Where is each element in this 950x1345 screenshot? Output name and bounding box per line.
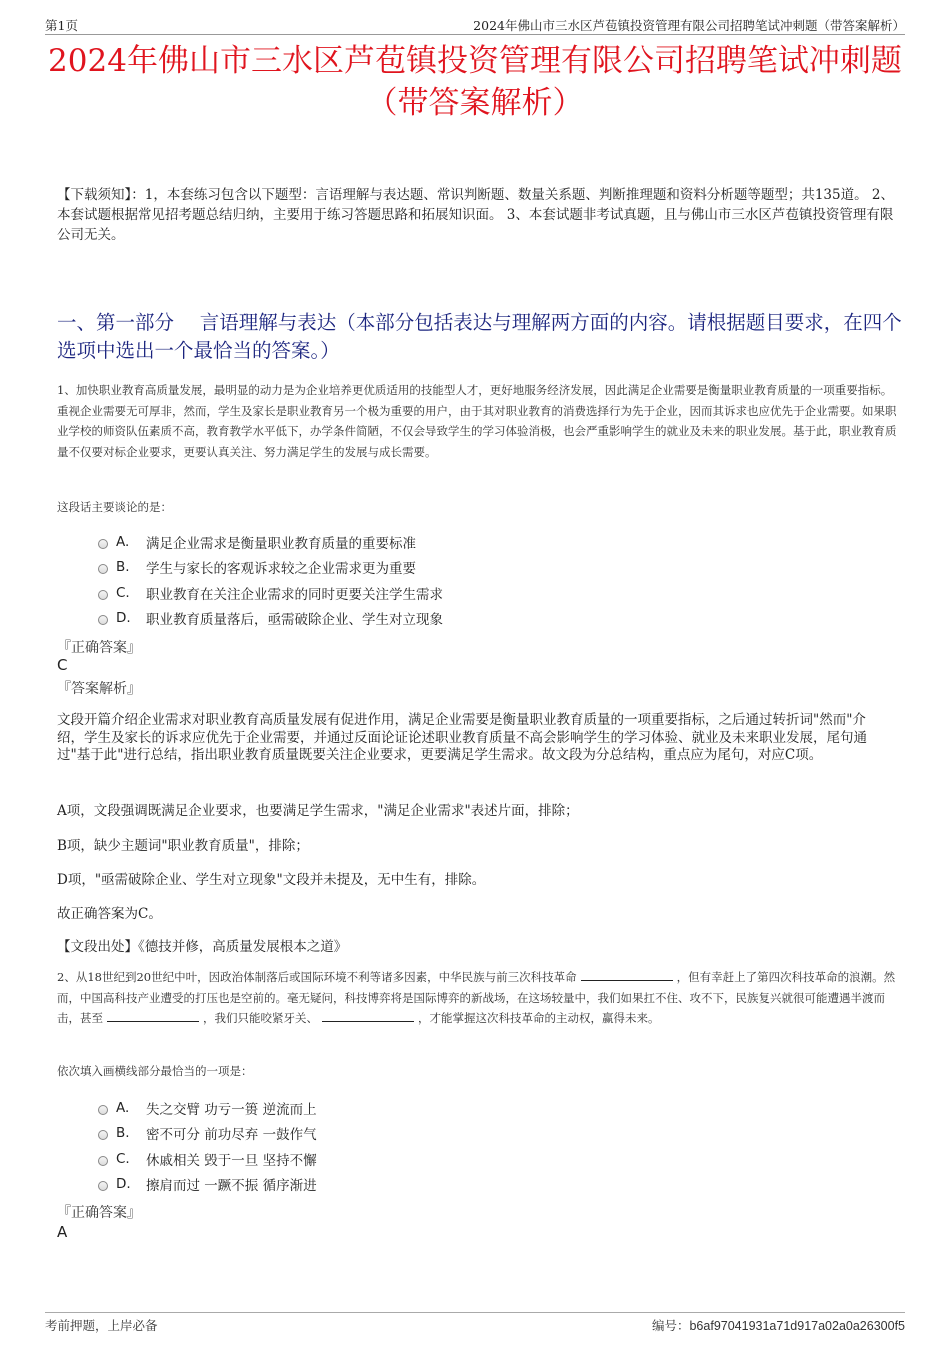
option-letter: D. (116, 1176, 131, 1193)
question-2-options (98, 1095, 317, 1197)
radio-icon[interactable] (98, 539, 108, 549)
option-d[interactable] (98, 1172, 317, 1198)
option-c[interactable] (98, 580, 443, 606)
radio-icon[interactable] (98, 1130, 108, 1140)
page-footer (45, 1312, 905, 1333)
option-a[interactable] (98, 529, 443, 555)
document-title (40, 40, 910, 124)
q2-text-part: ，我们只能咬紧牙关、 (203, 1011, 318, 1025)
analysis-text: 文段开篇介绍企业需求对职业教育高质量发展有促进作用，满足企业需要是衡量职业教育质量的一项重要指标，之后通过转折词"然而"介绍，学生及家长的诉求应优先于企业需要，并通过反面论证论述职业教育质量不高会影响学生的学习体验、就业及未来职业发展，尾句通过"基于此"进行总结，指出职业教育质量既要关注企业要求，更要满足学生需求。故文段为分总结构，重点应为尾句，对应C项。 (57, 712, 867, 763)
q2-text-part: ，但有幸赶上了第四次科技革命的浪潮。然而，中国高科技产业遭受的打压也是空前的。毫无疑问，科技博弈将是国际博弈的新战场，在这场较量中，我们如果扛不住、攻不下，民族复兴就很可能遭遇半渡而击，甚至 (57, 970, 896, 1025)
footer-code (652, 1316, 905, 1334)
footer-slogan: 考前押题，上岸必备 (45, 1318, 158, 1333)
correct-answer-label: 『正确答案』 (57, 640, 141, 656)
question-2-text (57, 967, 902, 1029)
page-header (45, 14, 905, 35)
option-text: 擦肩而过 一蹶不振 循序渐进 (146, 1178, 317, 1195)
download-notice: 【下载须知】：1，本套练习包含以下题型：言语理解与表达题、常识判断题、数量关系题、判断推理题和资料分析题等题型；共135道。 2、本套试题根据常见招考题总结归纳，主要用于练习答题思路和拓展知识面。 3、本套试题非考试真题，且与佛山市三水区芦苞镇投资管理有限公司无关。 (57, 187, 894, 243)
radio-icon[interactable] (98, 1156, 108, 1166)
code-value: b6af97041931a71d917a02a0a26300f5 (689, 1319, 905, 1333)
code-label: 编号： (651, 1318, 690, 1333)
option-c[interactable] (98, 1146, 317, 1172)
option-d[interactable] (98, 606, 443, 632)
option-text: 学生与家长的客观诉求较之企业需求更为重要 (146, 561, 416, 578)
analysis-label: 『答案解析』 (57, 681, 141, 697)
question-1-options (98, 529, 443, 631)
option-b[interactable] (98, 1121, 317, 1147)
radio-icon[interactable] (98, 1181, 108, 1191)
passage-source: 【文段出处】《德技并修，高质量发展根本之道》 (57, 939, 348, 955)
q2-text-part: 2、从18世纪到20世纪中叶，因政治体制落后或国际环境不利等诸多因素，中华民族与前三次科技革命 (57, 970, 577, 984)
q2-text-part: ，才能掌握这次科技革命的主动权，赢得未来。 (418, 1011, 660, 1025)
question-1-text: 1、加快职业教育高质量发展，最明显的动力是为企业培养更优质适用的技能型人才，更好地服务经济发展，因此满足企业需要是衡量职业教育质量的一项重要指标。重视企业需要无可厚非，然而，学生及家长是职业教育另一个极为重要的用户，由于其对职业教育的消费选择行为先于企业，因而其诉求也应优先于企业需要。如果职业学校的师资队伍素质不高，教育教学水平低下，办学条件简陋，不仅会导致学生的学习体验消极，也会严重影响学生的就业及未来的职业发展。基于此，职业教育质量不仅要对标企业要求，更要认真关注、努力满足学生的发展与成长需要。 (57, 383, 897, 459)
page-number: 第1页 (45, 18, 78, 33)
correct-answer-value: A (57, 1223, 68, 1241)
correct-answer-value: C (57, 656, 68, 674)
analysis-note-d: D项，"亟需破除企业、学生对立现象"文段并未提及，无中生有，排除。 (57, 872, 486, 888)
option-letter: A. (116, 533, 130, 550)
analysis-note-a: A项，文段强调既满足企业要求，也要满足学生需求，"满足企业需求"表述片面，排除； (57, 803, 579, 819)
radio-icon[interactable] (98, 1105, 108, 1115)
radio-icon[interactable] (98, 564, 108, 574)
analysis-note-b: B项，缺少主题词"职业教育质量"，排除； (57, 838, 309, 854)
correct-answer-label: 『正确答案』 (57, 1205, 141, 1221)
option-b[interactable] (98, 555, 443, 581)
option-letter: B. (116, 559, 130, 576)
option-text: 职业教育在关注企业需求的同时更要关注学生需求 (146, 586, 443, 603)
title-line-1: 2024年佛山市三水区芦苞镇投资管理有限公司招聘笔试冲刺题 (48, 43, 902, 79)
option-a[interactable] (98, 1095, 317, 1121)
fill-blank-3 (322, 1010, 414, 1022)
option-letter: C. (116, 584, 130, 601)
header-doc-name: 2024年佛山市三水区芦苞镇投资管理有限公司招聘笔试冲刺题（带答案解析） (473, 18, 905, 33)
option-letter: B. (116, 1125, 130, 1142)
fill-blank-1 (581, 969, 673, 981)
option-text: 休戚相关 毁于一旦 坚持不懈 (146, 1152, 317, 1169)
option-text: 密不可分 前功尽弃 一鼓作气 (146, 1127, 317, 1144)
radio-icon[interactable] (98, 615, 108, 625)
section-heading: 一、第一部分 言语理解与表达（本部分包括表达与理解两方面的内容。请根据题目要求，在四个选项中选出一个最恰当的答案。） (57, 311, 902, 362)
title-line-2: （带答案解析） (366, 85, 584, 121)
question-2-prompt: 依次填入画横线部分最恰当的一项是： (57, 1064, 253, 1078)
option-letter: C. (116, 1150, 130, 1167)
fill-blank-2 (107, 1010, 199, 1022)
option-text: 满足企业需求是衡量职业教育质量的重要标准 (146, 535, 416, 552)
option-text: 职业教育质量落后，亟需破除企业、学生对立现象 (146, 612, 443, 629)
option-letter: A. (116, 1099, 130, 1116)
analysis-conclusion: 故正确答案为C。 (57, 906, 162, 922)
question-1-prompt: 这段话主要谈论的是： (57, 500, 172, 514)
radio-icon[interactable] (98, 590, 108, 600)
option-text: 失之交臂 功亏一篑 逆流而上 (146, 1101, 317, 1118)
option-letter: D. (116, 610, 131, 627)
